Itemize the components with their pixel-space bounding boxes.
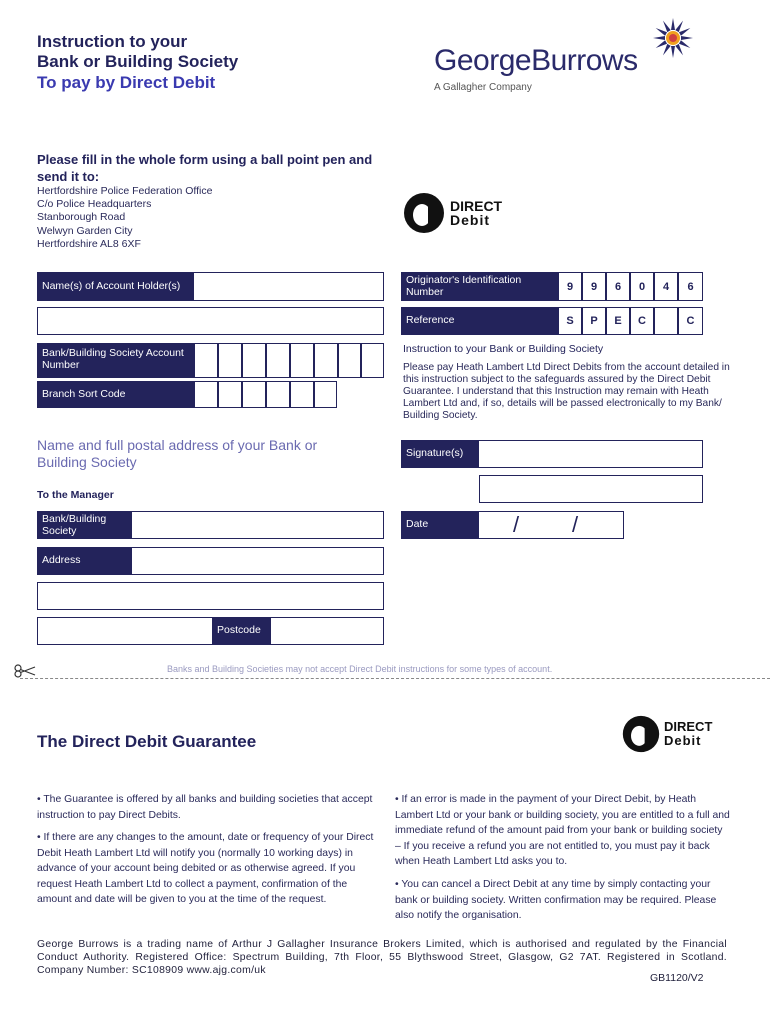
form-subtitle: To pay by Direct Debit (37, 73, 216, 92)
brand-name: GeorgeBurrows (434, 44, 638, 77)
form-title (37, 32, 238, 72)
guarantee-bullet: • If there are any changes to the amount, date or frequency of your Direct Debit Heath Lambert Ltd will notify you (normally 10 working days) in advance of your account being debited or as otherwise agreed. If you request Heath Lambert Ltd to collect a payment, confirmation of the amount and date will be given to you at the time of the request. (37, 832, 374, 905)
guarantee-bullet: • You can cancel a Direct Debit at any time by simply contacting your bank or building society. Written confirmation may be required. Please also notify the organisation. (395, 879, 717, 921)
account-digit-box[interactable] (361, 343, 384, 378)
bank-label: Bank/Building Society (37, 511, 132, 539)
address-label: Address (37, 547, 132, 575)
sort-digit-box[interactable] (218, 381, 242, 408)
originator-digit: 6 (678, 272, 703, 301)
account-digit-box[interactable] (338, 343, 361, 378)
date-separator: / (513, 512, 520, 537)
originator-digit: 9 (582, 272, 606, 301)
date-separator: / (572, 512, 579, 537)
send-to-heading: Please fill in the whole form using a ball point pen and send it to: (37, 152, 373, 184)
title-line-2: Bank or Building Society (37, 52, 239, 71)
guarantee-title: The Direct Debit Guarantee (37, 732, 257, 751)
footer-legal-text: George Burrows is a trading name of Arthur J Gallagher Insurance Brokers Limited, which is authorised and regulated by the Financial Conduct Authority. Registered Office: Spectrum Building, 7th Floor, 55 Blythswood Street, Glasgow, G2 7AT. Registered in Scotland. Company Number: SC108909 www.ajg.com/uk (37, 939, 727, 976)
cut-line (20, 678, 770, 679)
reference-char: C (630, 307, 654, 335)
account-digit-box[interactable] (266, 343, 290, 378)
form-code: GB1120/V2 (650, 972, 704, 984)
direct-debit-logo-icon (402, 191, 446, 235)
dd-logo-line1: DIRECT (664, 719, 713, 734)
sort-code-boxes[interactable] (194, 381, 337, 408)
address-line: Hertfordshire AL8 6XF (37, 237, 141, 250)
originator-digit: 4 (654, 272, 678, 301)
direct-debit-logo-2 (621, 714, 712, 754)
account-digit-box[interactable] (290, 343, 314, 378)
signature-label: Signature(s) (401, 440, 479, 468)
account-digit-box[interactable] (218, 343, 242, 378)
starburst-logo-icon (652, 17, 694, 59)
sort-digit-box[interactable] (290, 381, 314, 408)
dd-logo-line2: Debit (664, 733, 702, 748)
brand-tagline: A Gallagher Company (434, 82, 532, 93)
direct-debit-logo (402, 191, 502, 235)
sort-digit-box[interactable] (242, 381, 266, 408)
reference-boxes (558, 307, 703, 335)
account-digit-box[interactable] (314, 343, 338, 378)
dd-logo-line1: DIRECT (450, 198, 503, 214)
guarantee-bullet: • If an error is made in the payment of your Direct Debit, by Heath Lambert Ltd or your bank or building society, you are entitled to a full and immediate refund of the amount paid from your bank or building society – If you receive a refund you are not entitled to, you must pay it back when Heath Lambert Ltd asks you to. (395, 794, 730, 867)
reference-char: P (582, 307, 606, 335)
instruction-heading: Instruction to your Bank or Building Society (403, 343, 604, 355)
account-digit-box[interactable] (242, 343, 266, 378)
reference-char: C (678, 307, 703, 335)
originator-digit: 0 (630, 272, 654, 301)
scissors-icon (14, 664, 36, 678)
reference-char: E (606, 307, 630, 335)
address-line: Welwyn Garden City (37, 224, 133, 237)
reference-label: Reference (401, 307, 558, 335)
originator-digit: 9 (558, 272, 582, 301)
bank-address-heading: Name and full postal address of your Bank or Building Society (37, 437, 318, 470)
send-to-address (37, 185, 212, 251)
address-line: Hertfordshire Police Federation Office (37, 185, 213, 197)
sort-digit-box[interactable] (314, 381, 337, 408)
direct-debit-logo-icon (621, 714, 661, 754)
postcode-label: Postcode (212, 617, 271, 645)
account-holder-label: Name(s) of Account Holder(s) (37, 272, 194, 301)
sort-digit-box[interactable] (266, 381, 290, 408)
signature-field-2[interactable] (479, 475, 703, 503)
disclaimer: Banks and Building Societies may not accept Direct Debit instructions for some types of account. (167, 664, 553, 674)
guarantee-bullet: • The Guarantee is offered by all banks and building societies that accept instruction to pay Direct Debits. (37, 794, 373, 821)
address-field-2[interactable] (37, 582, 384, 610)
date-label: Date (401, 511, 479, 539)
originator-boxes (558, 272, 703, 301)
address-line: C/o Police Headquarters (37, 198, 152, 211)
instruction-text: Please pay Heath Lambert Ltd Direct Debits from the account detailed in this instruction subject to the safeguards assured by the Direct Debit Guarantee. I understand that this Instruction may remain with Heath Lambert Ltd and, if so, details will be passed electronically to my Bank/ Building Society. (403, 362, 730, 421)
dd-logo-line2: Debit (450, 212, 490, 228)
reference-char: S (558, 307, 582, 335)
account-number-label: Bank/Building Society Account Number (37, 343, 194, 378)
account-holder-field-2[interactable] (37, 307, 384, 335)
address-line: Stanborough Road (37, 211, 126, 224)
sort-code-label: Branch Sort Code (37, 381, 194, 408)
reference-char[interactable] (654, 307, 678, 335)
account-number-boxes[interactable] (194, 343, 384, 378)
to-the-manager: To the Manager (37, 489, 114, 501)
sort-digit-box[interactable] (194, 381, 218, 408)
originator-label: Originator's Identification Number (401, 272, 558, 301)
address-field-3[interactable] (37, 617, 384, 645)
title-line-1: Instruction to your (37, 32, 188, 51)
account-digit-box[interactable] (194, 343, 218, 378)
originator-digit: 6 (606, 272, 630, 301)
